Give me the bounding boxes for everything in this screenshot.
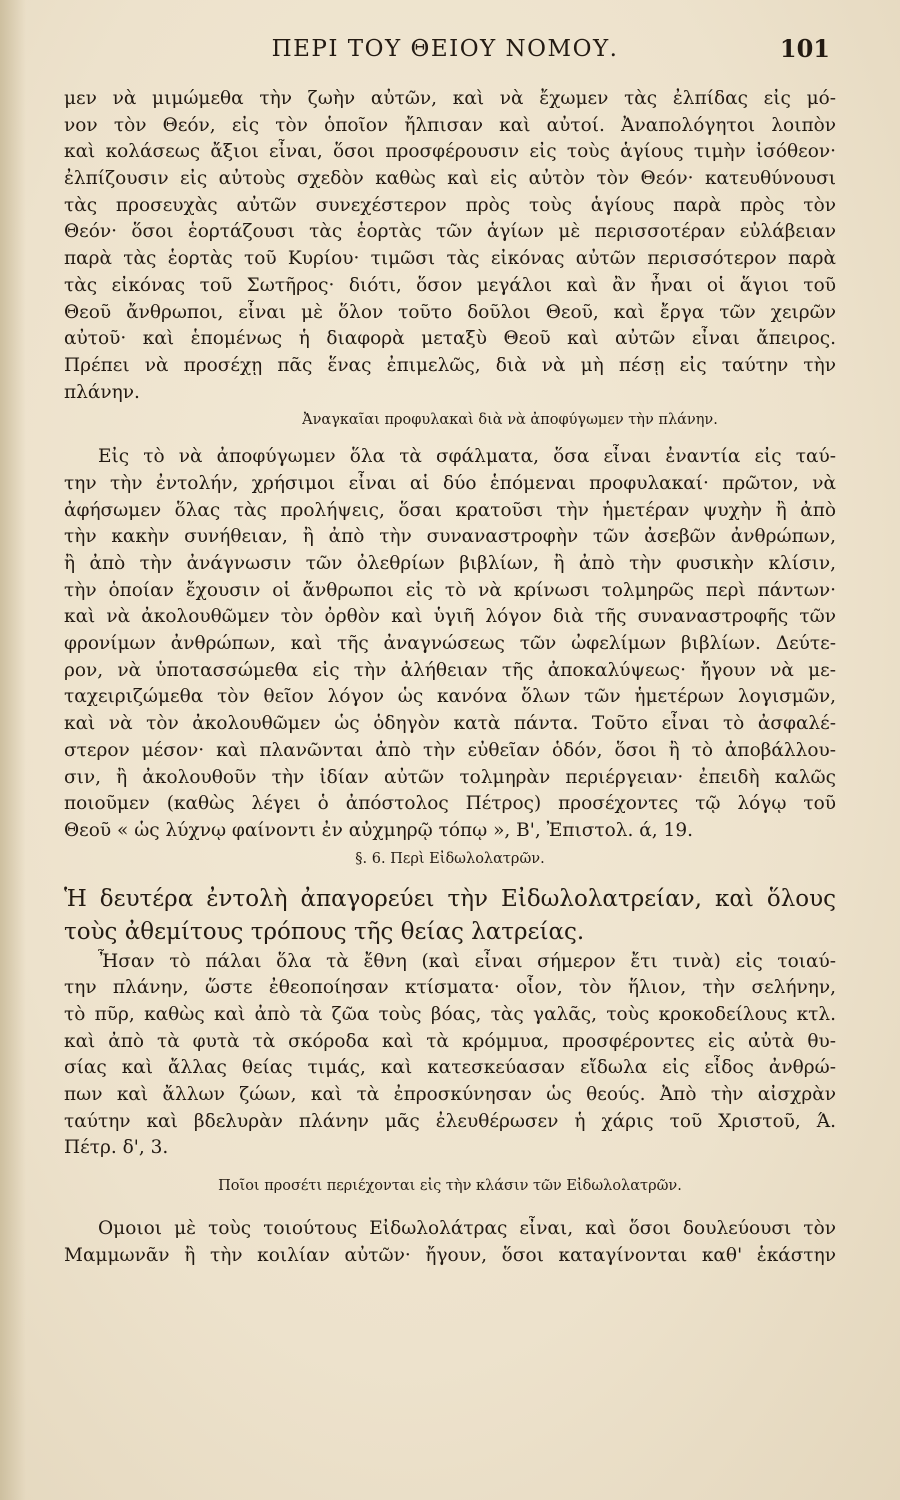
- text-line: τὰς προσευχὰς αὐτῶν συνεχέστερον πρὸς τοὺς ἁγίους παρὰ πρὸς τὸν: [64, 194, 836, 216]
- text-line: Ἦσαν τὸ πάλαι ὅλα τὰ ἔθνη (καὶ εἶναι σήμερον ἔτι τινὰ) εἰς τοιαύ-: [98, 950, 836, 972]
- text-line: σίας καὶ ἄλλας θείας τιμάς, καὶ κατεσκεύασαν εἴδωλα εἰς εἶδος ἀνθρώ-: [64, 1057, 836, 1079]
- text-line: την τὴν ἐντολήν, χρήσιμοι εἶναι αἱ δύο ἑπόμεναι προφυλακαί· πρῶτον, νὰ: [64, 472, 836, 494]
- section-heading: §. 6. Περὶ Εἰδωλολατρῶν.: [355, 850, 545, 867]
- paragraph-idolatry: [64, 949, 836, 1163]
- text-line: καὶ νὰ τὸν ἀκολουθῶμεν ὡς ὁδηγὸν κατὰ πάντα. Τοῦτο εἶναι τὸ ἀσφαλέ-: [64, 713, 836, 735]
- text-line: Ομοιοι μὲ τοὺς τοιούτους Εἰδωλολάτρας εἶναι, καὶ ὅσοι δουλεύουσι τὸν: [98, 1218, 836, 1240]
- text-line: την πλάνην, ὥστε ἐθεοποίησαν κτίσματα· οἷον, τὸν ἥλιον, τὴν σελήνην,: [64, 977, 836, 999]
- text-line: Θεοῦ « ὡς λύχνῳ φαίνοντι ἐν αὐχμηρῷ τόπῳ », Β', Ἐπιστολ. ά, 19.: [64, 819, 693, 841]
- text-line: νον τὸν Θεόν, εἰς τὸν ὁποῖον ἤλπισαν καὶ αὐτοί. Ἀναπολόγητοι λοιπὸν: [64, 114, 836, 136]
- text-line: Πρέπει νὰ προσέχῃ πᾶς ἕνας ἐπιμελῶς, διὰ νὰ μὴ πέσῃ εἰς ταύτην τὴν: [64, 354, 836, 376]
- page-gutter-shadow: [0, 0, 26, 1500]
- subheading-idolaters-class: Ποῖοι προσέτι περιέχονται εἰς τὴν κλάσιν τῶν Εἰδωλολατρῶν.: [218, 1178, 682, 1195]
- text-line: στερον μέσον· καὶ πλανῶνται ἀπὸ τὴν εὐθεῖαν ὁδόν, ὅσοι ἢ τὸ ἀποβάλλου-: [64, 739, 836, 761]
- text-line: ποιοῦμεν (καθὼς λέγει ὁ ἀπόστολος Πέτρος) προσέχοντες τῷ λόγῳ τοῦ: [64, 793, 836, 815]
- text-line: φρονίμων ἀνθρώπων, καὶ τῆς ἀναγνώσεως τῶν ὠφελίμων βιβλίων. Δεύτε-: [64, 633, 836, 655]
- running-title: ΠΕΡΙ ΤΟΥ ΘΕΙΟΥ ΝΟΜΟΥ.: [271, 36, 619, 62]
- text-line: καὶ κολάσεως ἄξιοι εἶναι, ὅσοι προσφέρουσιν εἰς τοὺς ἁγίους τιμὴν ἰσόθεον·: [64, 141, 836, 163]
- text-line: πων καὶ ἄλλων ζώων, καὶ τὰ ἐπροσκύνησαν ὡς θεούς. Ἀπὸ τὴν αἰσχρὰν: [64, 1084, 836, 1105]
- subheading-precautions: Ἀναγκαῖαι προφυλακαὶ διὰ νὰ ἀποφύγωμεν τὴν πλάνην.: [302, 412, 718, 429]
- text-line: Εἰς τὸ νὰ ἀποφύγωμεν ὅλα τὰ σφάλματα, ὅσα εἶναι ἐναντία εἰς ταύ-: [98, 446, 836, 468]
- text-line: τὴν κακὴν συνήθειαν, ἢ ἀπὸ τὴν συναναστροφὴν τῶν ἀσεβῶν ἀνθρώπων,: [64, 526, 836, 548]
- text-line: τὴν ὁποίαν ἔχουσιν οἱ ἄνθρωποι εἰς τὸ νὰ κρίνωσι τολμηρῶς περὶ πάντων·: [64, 579, 836, 601]
- text-line: ἀφήσωμεν ὅλας τὰς προλήψεις, ὅσαι κρατοῦσι τὴν ἡμετέραν ψυχὴν ἢ ἀπὸ: [64, 499, 836, 521]
- text-line: Θεοῦ ἄνθρωποι, εἶναι μὲ ὅλον τοῦτο δοῦλοι Θεοῦ, καὶ ἔργα τῶν χειρῶν: [64, 301, 836, 323]
- text-line: πλάνην.: [64, 381, 140, 403]
- commandment-line: Ἡ δευτέρα ἐντολὴ ἀπαγορεύει τὴν Εἰδωλολατρείαν, καὶ ὅλους: [64, 885, 836, 912]
- page-number: 101: [779, 34, 830, 63]
- text-line: Μαμμωνᾶν ἢ τὴν κοιλίαν αὐτῶν· ἤγουν, ὅσοι καταγίνονται καθ' ἑκάστην: [64, 1244, 836, 1266]
- commandment-statement: [64, 883, 836, 949]
- paragraph-similar: [64, 1216, 836, 1269]
- page-header: [60, 34, 830, 74]
- text-line: τὸ πῦρ, καθὼς καὶ ἀπὸ τὰ ζῶα τοὺς βόας, τὰς γαλᾶς, τοὺς κροκοδείλους κτλ.: [64, 1003, 836, 1025]
- text-line: Πέτρ. δ', 3.: [64, 1137, 169, 1159]
- text-line: ἐλπίζουσιν εἰς αὐτοὺς σχεδὸν καθὼς καὶ εἰς αὐτὸν τὸν Θεόν· κατευθύνουσι: [64, 168, 836, 190]
- page-body: [64, 86, 836, 1269]
- text-line: τὰς εἰκόνας τοῦ Σωτῆρος· διότι, ὅσον μεγάλοι καὶ ἂν ἦναι οἱ ἅγιοι τοῦ: [64, 274, 836, 296]
- text-line: καὶ ἀπὸ τὰ φυτὰ τὰ σκόροδα καὶ τὰ κρόμμυα, προσφέροντες εἰς αὐτὰ θυ-: [64, 1030, 836, 1052]
- text-line: μεν νὰ μιμώμεθα τὴν ζωὴν αὐτῶν, καὶ νὰ ἔχωμεν τὰς ἐλπίδας εἰς μό-: [64, 88, 836, 109]
- text-line: αὐτοῦ· καὶ ἑπομένως ἡ διαφορὰ μεταξὺ Θεοῦ καὶ αὐτῶν εἶναι ἄπειρος.: [64, 328, 836, 350]
- text-line: ἢ ἀπὸ τὴν ἀνάγνωσιν τῶν ὀλεθρίων βιβλίων, ἢ ἀπὸ τὴν φυσικὴν κλίσιν,: [64, 553, 836, 574]
- text-line: Θεόν· ὅσοι ἑορτάζουσι τὰς ἑορτὰς τῶν ἁγίων μὲ περισσοτέραν εὐλάβειαν: [64, 221, 836, 243]
- commandment-line: τοὺς ἀθεμίτους τρόπους τῆς θείας λατρείας.: [64, 918, 585, 945]
- text-line: ταχειριζώμεθα τὸν θεῖον λόγον ὡς κανόνα ὅλων τῶν ἡμετέρων λογισμῶν,: [64, 686, 836, 708]
- text-line: παρὰ τὰς ἑορτὰς τοῦ Κυρίου· τιμῶσι τὰς εἰκόνας αὐτῶν περισσότερον παρὰ: [64, 248, 836, 270]
- text-line: ρον, νὰ ὑποτασσώμεθα εἰς τὴν ἀλήθειαν τῆς ἀποκαλύψεως· ἤγουν νὰ με-: [64, 659, 836, 681]
- paragraph-precautions: [64, 444, 836, 844]
- text-line: σιν, ἢ ἀκολουθοῦν τὴν ἰδίαν αὐτῶν τολμηρὰν περιέργειαν· ἐπειδὴ καλῶς: [64, 766, 836, 788]
- text-line: καὶ νὰ ἀκολουθῶμεν τὸν ὀρθὸν καὶ ὑγιῆ λόγον διὰ τῆς συναναστροφῆς τῶν: [64, 606, 836, 628]
- paragraph-continued: [64, 86, 836, 406]
- text-line: ταύτην καὶ βδελυρὰν πλάνην μᾶς ἐλευθέρωσεν ἡ χάρις τοῦ Χριστοῦ, Ά.: [64, 1110, 836, 1132]
